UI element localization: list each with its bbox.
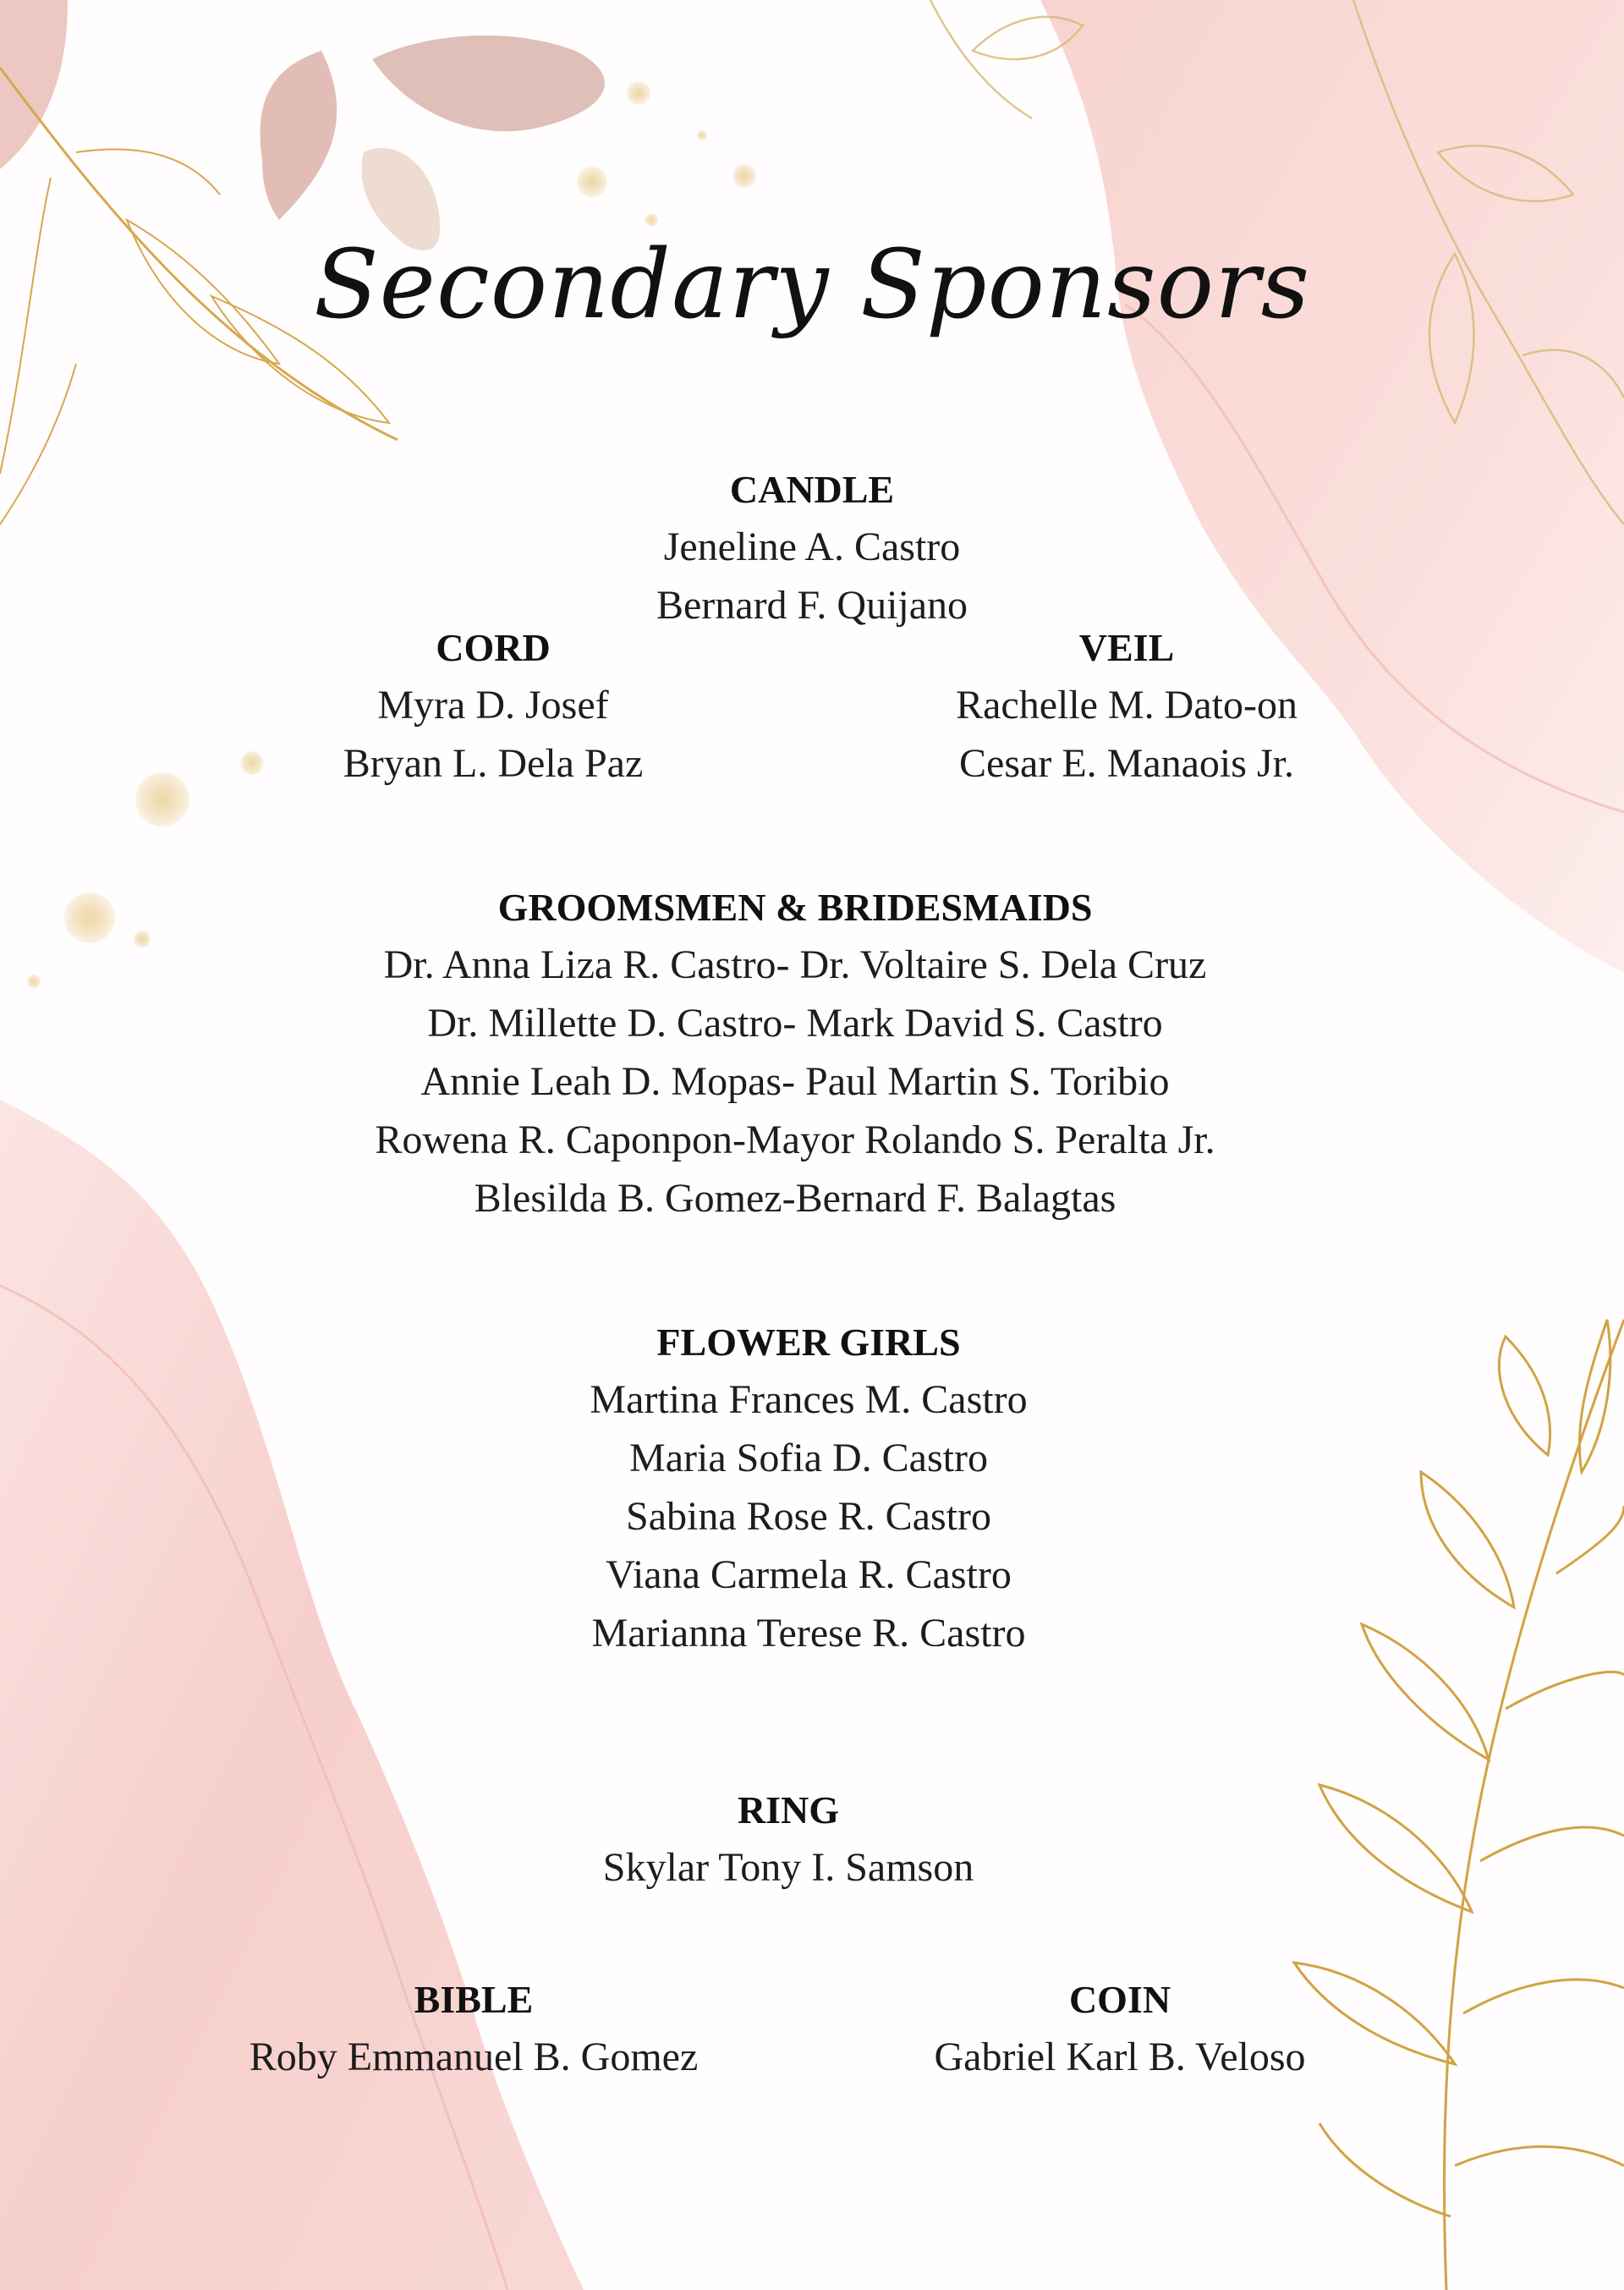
- section-heading: RING: [737, 1788, 840, 1831]
- sponsor-name: Marianna Terese R. Castro: [591, 1611, 1026, 1656]
- section-cord: [239, 620, 747, 793]
- section-groomsmen-bridesmaids: [262, 880, 1328, 1227]
- section-bible: [220, 1972, 727, 2086]
- section-heading: FLOWER GIRLS: [656, 1321, 961, 1364]
- section-heading: CANDLE: [729, 468, 895, 511]
- section-heading: CORD: [436, 626, 551, 669]
- pink-wash-bottom-left: [0, 1100, 584, 2290]
- section-veil: [873, 620, 1380, 793]
- sponsor-name: Sabina Rose R. Castro: [626, 1494, 991, 1539]
- sponsor-pair: Dr. Millette D. Castro- Mark David S. Castro: [427, 1001, 1163, 1046]
- sponsor-name: Bryan L. Dela Paz: [343, 741, 644, 786]
- sponsor-name: Gabriel Karl B. Veloso: [934, 2035, 1306, 2079]
- section-heading: VEIL: [1078, 626, 1175, 669]
- section-candle: [474, 462, 1150, 634]
- sponsor-pair: Rowena R. Caponpon-Mayor Rolando S. Peralta Jr.: [375, 1118, 1215, 1162]
- sponsor-pair: Dr. Anna Liza R. Castro- Dr. Voltaire S. Dela Cruz: [383, 942, 1207, 987]
- sponsor-name: Jeneline A. Castro: [663, 524, 961, 569]
- section-coin: [866, 1972, 1374, 2086]
- sponsor-name: Martina Frances M. Castro: [590, 1377, 1028, 1422]
- sponsor-name: Myra D. Josef: [377, 683, 609, 728]
- sponsor-name: Bernard F. Quijano: [656, 583, 968, 628]
- sponsor-name: Cesar E. Manaois Jr.: [959, 741, 1294, 786]
- sponsor-name: Rachelle M. Dato-on: [956, 683, 1298, 728]
- page-title: Secondary Sponsors: [313, 230, 1311, 340]
- section-heading: BIBLE: [414, 1978, 534, 2021]
- sponsor-name: Skylar Tony I. Samson: [602, 1845, 974, 1890]
- sponsor-pair: Blesilda B. Gomez-Bernard F. Balagtas: [474, 1176, 1116, 1221]
- section-heading: COIN: [1068, 1978, 1171, 2021]
- bottom-right-gold-fern: [1294, 1320, 1624, 2290]
- sponsor-pair: Annie Leah D. Mopas- Paul Martin S. Toribio: [420, 1059, 1170, 1104]
- section-ring: [450, 1782, 1127, 1897]
- section-heading: GROOMSMEN & BRIDESMAIDS: [497, 886, 1093, 929]
- sponsor-name: Roby Emmanuel B. Gomez: [249, 2035, 699, 2079]
- section-flower-girls: [470, 1315, 1147, 1662]
- sponsor-name: Maria Sofia D. Castro: [629, 1436, 988, 1480]
- sponsor-name: Viana Carmela R. Castro: [606, 1552, 1012, 1597]
